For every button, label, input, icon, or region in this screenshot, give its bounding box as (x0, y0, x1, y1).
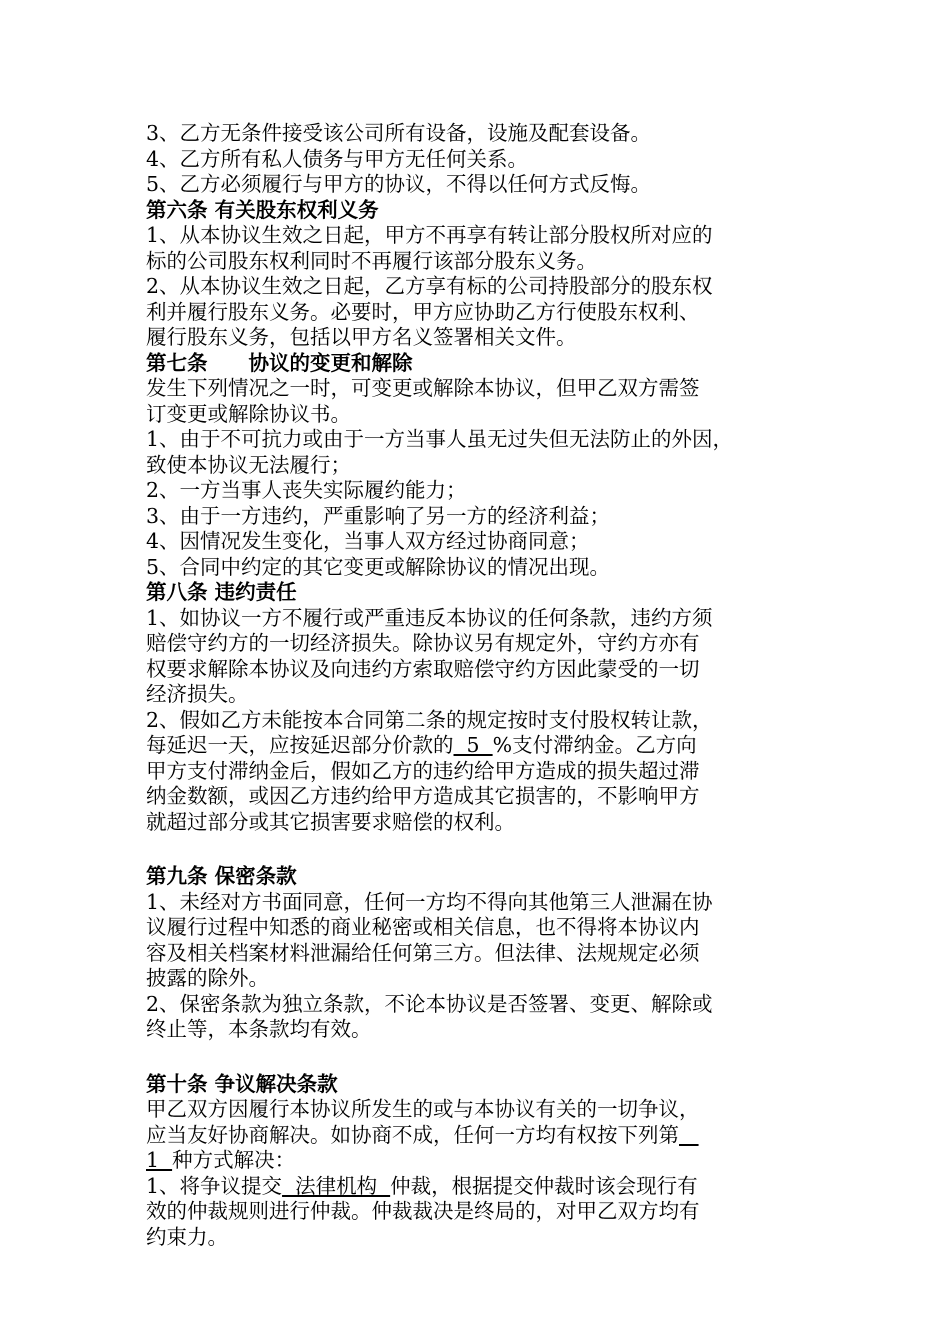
article-8-line: 经济损失。 (146, 682, 249, 706)
article-7-line: 4、因情况发生变化，当事人双方经过协商同意； (146, 529, 590, 553)
clause-5-item-4: 4、乙方所有私人债务与甲方无任何关系。 (146, 146, 529, 171)
late-fee-text: 每延迟一天，应按延迟部分价款的 (146, 733, 454, 757)
dispute-method-line-2 (146, 1148, 826, 1174)
article-7-line: 发生下列情况之一时，可变更或解除本协议，但甲乙双方需签 (146, 376, 700, 400)
article-7-line: 2、一方当事人丧失实际履约能力； (146, 478, 467, 502)
article-8-line: 纳金数额，或因乙方违约给甲方造成其它损害的，不影响甲方 (146, 784, 700, 808)
dispute-method-text: 应当友好协商解决。如协商不成，任何一方均有权按下列第 (146, 1122, 679, 1147)
article-6-line: 1、从本协议生效之日起，甲方不再享有转让部分股权所对应的 (146, 223, 713, 247)
article-8-line: 就超过部分或其它损害要求赔偿的权利。 (146, 809, 515, 834)
late-fee-line (146, 733, 826, 759)
article-9-line: 2、保密条款为独立条款，不论本协议是否签署、变更、解除或 (146, 991, 713, 1016)
spacer (146, 1043, 826, 1072)
clause-5-item-5: 5、乙方必须履行与甲方的协议，不得以任何方式反悔。 (146, 172, 652, 196)
article-8-heading: 第八条 违约责任 (146, 580, 297, 604)
late-fee-rate: 5 (453, 733, 493, 757)
arbitration-text: 1、将争议提交 (146, 1173, 283, 1198)
dispute-method-text: 种方式解决： (172, 1148, 296, 1172)
article-6-line: 履行股东义务，包括以甲方名义签署相关文件。 (146, 325, 577, 349)
article-9-line: 议履行过程中知悉的商业秘密或相关信息，也不得将本协议内 (146, 915, 700, 939)
article-9-line: 容及相关档案材料泄漏给任何第三方。但法律、法规规定必须 (146, 940, 700, 965)
article-9-heading: 第九条 保密条款 (146, 864, 297, 888)
article-9-line: 终止等，本条款均有效。 (146, 1017, 372, 1041)
article-10-line: 约束力。 (146, 1224, 228, 1249)
article-7-line: 致使本协议无法履行； (146, 452, 351, 477)
article-6-line: 2、从本协议生效之日起，乙方享有标的公司持股部分的股东权 (146, 274, 713, 298)
article-6-line: 标的公司股东权利同时不再履行该部分股东义务。 (146, 248, 597, 273)
dispute-method-number: 1 (146, 1148, 173, 1172)
article-8-line: 赔偿守约方的一切经济损失。除协议另有规定外，守约方亦有 (146, 631, 700, 655)
article-7-line: 1、由于不可抗力或由于一方当事人虽无过失但无法防止的外因， (146, 427, 734, 451)
article-6-heading: 第六条 有关股东权利义务 (146, 197, 379, 222)
article-8-line: 2、假如乙方未能按本合同第二条的规定按时支付股权转让款， (146, 707, 713, 732)
clause-5-item-3: 3、乙方无条件接受该公司所有设备，设施及配套设备。 (146, 121, 652, 145)
article-7-heading: 第七条 协议的变更和解除 (146, 350, 413, 375)
article-6-line: 利并履行股东义务。必要时，甲方应协助乙方行使股东权利、 (146, 299, 700, 324)
arbitration-organization: 法律机构 (282, 1173, 391, 1198)
article-7-line: 3、由于一方违约，严重影响了另一方的经济利益； (146, 503, 611, 528)
article-9-line: 1、未经对方书面同意，任何一方均不得向其他第三人泄漏在协 (146, 889, 713, 914)
article-10-line: 甲乙双方因履行本协议所发生的或与本协议有关的一切争议， (146, 1097, 700, 1121)
arbitration-line (146, 1174, 826, 1200)
dispute-method-blank (679, 1123, 699, 1147)
article-8-line: 甲方支付滞纳金后，假如乙方的违约给甲方造成的损失超过滞 (146, 758, 700, 783)
article-7-line: 订变更或解除协议书。 (146, 401, 351, 426)
article-10-heading: 第十条 争议解决条款 (146, 1071, 338, 1096)
spacer (146, 835, 826, 864)
dispute-method-line (146, 1123, 826, 1149)
document-page (146, 121, 826, 1250)
article-10-line: 效的仲裁规则进行仲裁。仲裁裁决是终局的，对甲乙双方均有 (146, 1199, 700, 1223)
late-fee-text: %支付滞纳金。乙方向 (492, 733, 697, 757)
article-8-line: 权要求解除本协议及向违约方索取赔偿守约方因此蒙受的一切 (146, 656, 700, 681)
article-8-line: 1、如协议一方不履行或严重违反本协议的任何条款，违约方须 (146, 605, 713, 630)
article-7-line: 5、合同中约定的其它变更或解除协议的情况出现。 (146, 554, 611, 579)
arbitration-text: 仲裁，根据提交仲裁时该会现行有 (390, 1173, 698, 1198)
article-9-line: 披露的除外。 (146, 966, 269, 990)
